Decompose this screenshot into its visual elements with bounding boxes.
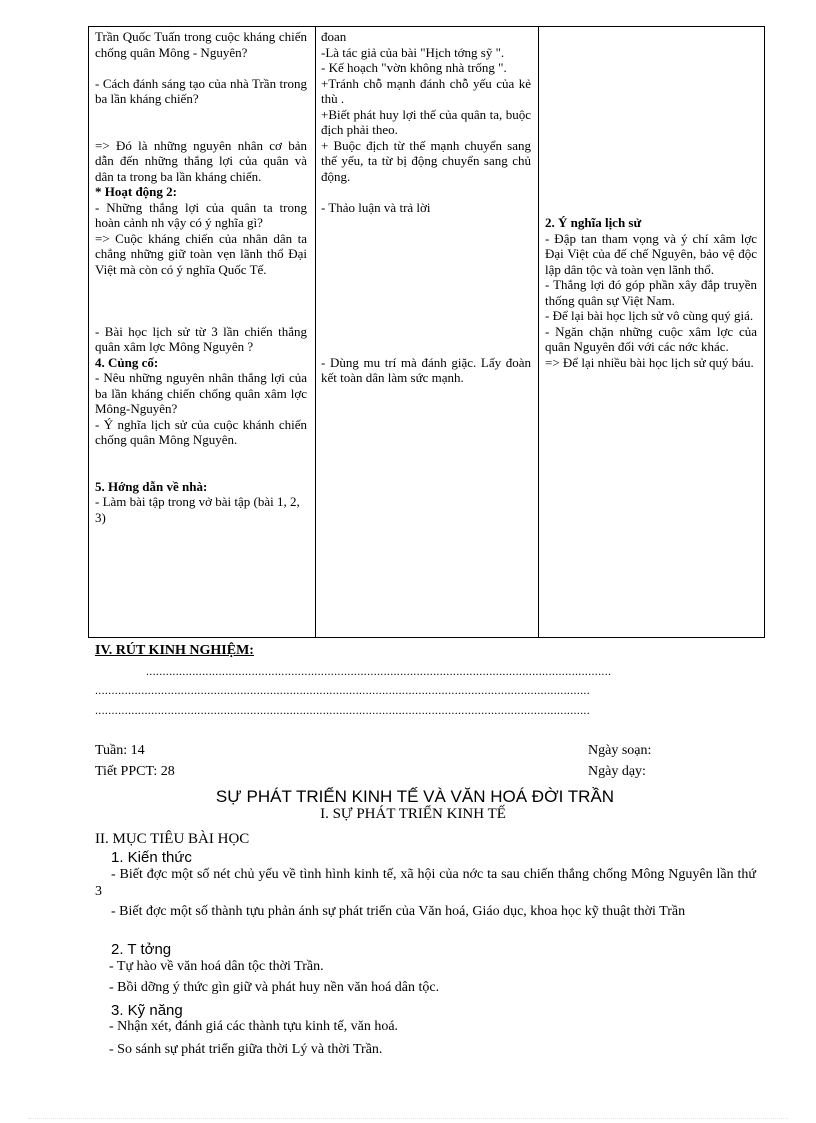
lesson-period: Tiết PPCT: 28	[95, 764, 175, 779]
notes-line: ......................................................................................................................................................	[95, 683, 590, 697]
column-divider	[538, 27, 539, 637]
knowledge-item: - Biết đợc một số thành tựu phản ánh sự phát triển của Văn hoá, Giáo dục, khoa học kỹ thuật thời Trần	[111, 904, 686, 919]
cell-paragraph: + Buộc địch từ thế mạnh chuyển sang thế yếu, ta từ bị động chuyển sang chủ động.	[321, 137, 531, 184]
skills-item: - So sánh sự phát triển giữa thời Lý và thời Trần.	[109, 1042, 383, 1057]
spacer	[95, 448, 307, 464]
spacer	[95, 463, 307, 479]
attitude-item: - Tự hào về văn hoá dân tộc thời Trần.	[109, 959, 324, 974]
spacer	[321, 324, 531, 340]
cell-heading: 2. Ý nghĩa lịch sử	[545, 215, 642, 230]
teach-date-label: Ngày dạy:	[588, 764, 646, 779]
page-footer-rule	[28, 1118, 788, 1119]
cell-paragraph: - Bài học lịch sử từ 3 lần chiến thắng quân xâm lợc Mông Nguyên ?	[95, 323, 307, 354]
spacer	[95, 293, 307, 309]
cell-paragraph: - Đập tan tham vọng và ý chí xâm lợc Đại Việt của đế chế Nguyên, bảo vệ độc lập dân tộc và toàn vẹn lãnh thổ.	[545, 230, 757, 277]
teacher-activity-column	[95, 29, 307, 525]
lesson-title: SỰ PHÁT TRIỂN KINH TẾ VÀ VĂN HOÁ ĐỜI TRẦN	[215, 787, 615, 806]
cell-paragraph: - Ý nghĩa lịch sử của cuộc khánh chiến chống quân Mông Nguyên.	[95, 416, 307, 447]
skills-heading: 3. Kỹ năng	[111, 1002, 183, 1019]
attitude-heading: 2. T tởng	[111, 941, 172, 958]
spacer	[95, 308, 307, 324]
cell-paragraph: => Đó là những nguyên nhân cơ bản dẫn đến những thắng lợi của quân và dân ta trong ba lần kháng chiến.	[95, 137, 307, 184]
column-divider	[315, 27, 316, 637]
cell-heading: 4. Củng cố:	[95, 354, 159, 370]
spacer	[321, 246, 531, 262]
cell-paragraph: - Để lại bài học lịch sử vô cùng quý giá.	[545, 308, 754, 323]
knowledge-item: - Biết đợc một số nét chủ yếu về tình hình kinh tế, xã hội của nớc ta sau chiến thắng chống Mông Nguyên lần thứ 3	[95, 867, 756, 899]
cell-paragraph: - Kế hoạch "vờn không nhà trống ".	[321, 60, 507, 75]
section-title: I. SỰ PHÁT TRIỂN KINH TẾ	[320, 806, 506, 822]
cell-paragraph: +Tránh chỗ mạnh đánh chỗ yếu của kẻ thù .	[321, 75, 531, 106]
notes-line: ......................................................................................................................................................	[95, 703, 590, 717]
spacer	[321, 184, 531, 200]
cell-paragraph: => Để lại nhiều bài học lịch sử quý báu.	[545, 354, 754, 370]
cell-heading: * Hoạt động 2:	[95, 184, 177, 199]
cell-paragraph: - Thắng lợi đó góp phần xây đắp truyền thống quân sự Việt Nam.	[545, 277, 757, 308]
spacer	[95, 277, 307, 293]
spacer	[95, 60, 307, 76]
spacer	[321, 293, 531, 309]
lesson-table	[88, 26, 765, 638]
week-number: Tuần: 14	[95, 743, 145, 758]
cell-paragraph: -Là tác giả của bài "Hịch tớng sỹ ".	[321, 44, 505, 60]
knowledge-heading: 1. Kiến thức	[111, 849, 192, 866]
cell-paragraph: - Dùng mu trí mà đánh giặc. Lấy đoàn kết toàn dân làm sức mạnh.	[321, 354, 531, 385]
cell-paragraph: - Làm bài tập trong vở bài tập (bài 1, 2, 3)	[95, 494, 300, 525]
student-activity-column	[321, 29, 531, 386]
spacer	[321, 339, 531, 355]
spacer	[321, 262, 531, 278]
cell-paragraph: - Cách đánh sáng tạo của nhà Trần trong ba lần kháng chiến?	[95, 75, 307, 106]
skills-item: - Nhận xét, đánh giá các thành tựu kinh tế, văn hoá.	[109, 1019, 399, 1034]
cell-paragraph: Trần Quốc Tuấn trong cuộc kháng chiến chống quân Mông - Nguyên?	[95, 29, 307, 60]
objectives-heading: II. MỤC TIÊU BÀI HỌC	[95, 831, 250, 847]
prep-date-label: Ngày soạn:	[588, 743, 652, 758]
spacer	[321, 308, 531, 324]
cell-paragraph: => Cuộc kháng chiến của nhân dân ta chẳng những giữ toàn vẹn lãnh thổ Đại Việt mà còn có ý nghĩa Quốc Tế.	[95, 230, 307, 277]
cell-paragraph: đoan	[321, 29, 347, 44]
rut-kinh-nghiem-heading: IV. RÚT KINH NGHIỆM:	[95, 643, 254, 658]
spacer	[321, 277, 531, 293]
cell-paragraph: - Nêu những nguyên nhân thắng lợi của ba lần kháng chiến chống quân xâm lợc Mông-Nguyên?	[95, 370, 307, 416]
cell-paragraph: - Thảo luận và trả lời	[321, 199, 431, 215]
spacer	[321, 215, 531, 231]
spacer	[95, 107, 307, 123]
content-column	[545, 215, 757, 370]
spacer	[321, 231, 531, 247]
cell-paragraph: - Những thắng lợi của quân ta trong hoàn cảnh nh vậy có ý nghĩa gì?	[95, 199, 307, 230]
notes-line: .............................................................................................................................................	[146, 664, 612, 678]
spacer	[95, 122, 307, 138]
cell-paragraph: - Ngăn chặn những cuộc xâm lợc của quân Nguyên đối với các nớc khác.	[545, 323, 757, 354]
attitude-item: - Bồi dỡng ý thức gìn giữ và phát huy nền văn hoá dân tộc.	[109, 980, 440, 995]
cell-paragraph: +Biết phát huy lợi thế của quân ta, buộc địch phải theo.	[321, 106, 531, 137]
cell-heading: 5. Hớng dẫn về nhà:	[95, 478, 208, 494]
